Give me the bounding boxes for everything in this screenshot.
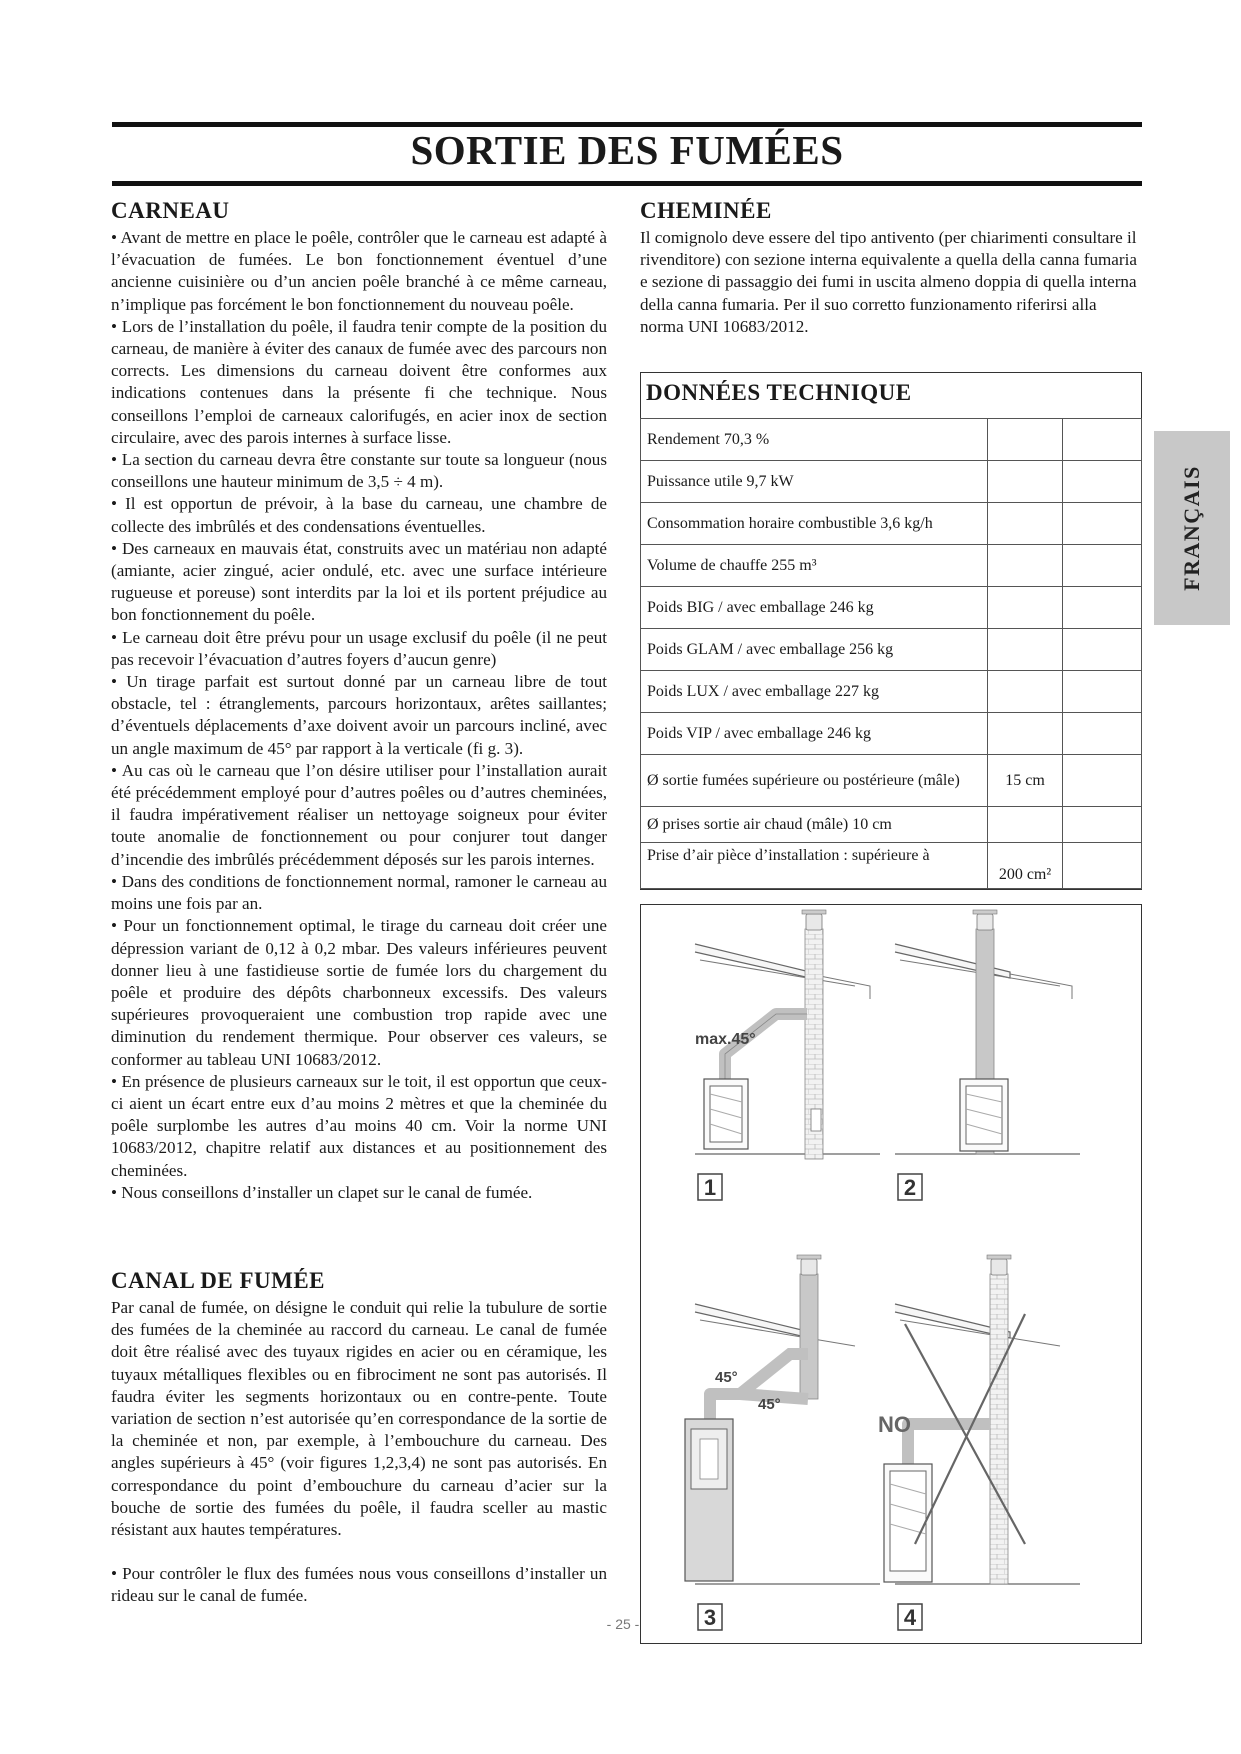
carneau-paragraph: • Des carneaux en mauvais état, construits avec un matériau non adapté (amiante, acier zingué, acier ondulé, etc. avec une surface intérieure rugueuse et poreuse) sont interdits par la loi et ils portent préjudice au bon fonctionnement du poêle. — [111, 538, 607, 625]
figure-2-label: 2 — [903, 1175, 917, 1200]
tech-value — [988, 713, 1063, 755]
canal-text — [111, 1297, 607, 1608]
language-tab[interactable] — [1154, 431, 1230, 625]
cheminee-heading: CHEMINÉE — [640, 198, 772, 223]
tech-value — [988, 807, 1063, 843]
carneau-paragraph: • Dans des conditions de fonctionnement normal, ramoner le carneau au moins une fois par an. — [111, 871, 607, 914]
angle-45-right: 45° — [758, 1396, 781, 1413]
canal-heading: CANAL DE FUMÉE — [111, 1268, 326, 1293]
table-row — [641, 629, 1142, 671]
tech-value — [988, 629, 1063, 671]
tech-label: Prise d’air pièce d’installation : supérieure à — [641, 843, 988, 889]
carneau-paragraph: • Un tirage parfait est surtout donné par un carneau libre de tout obstacle, tel : étranglements, parcours horizontaux, arêtes saillantes; d’éventuels déplacements d’axe doivent avoir un parcours incliné, avec un angle maximum de 45° par rapport à la verticale (fi g. 3). — [111, 672, 607, 758]
tech-label: Ø prises sortie air chaud (mâle) 10 cm — [641, 807, 988, 843]
carneau-paragraph: • Il est opportun de prévoir, à la base du carneau, une chambre de collecte des imbrûlés et des condensations éventuelles. — [111, 494, 607, 536]
tech-value — [988, 503, 1063, 545]
tech-value: 200 cm² — [988, 843, 1063, 889]
carneau-paragraph: • Avant de mettre en place le poêle, contrôler que le carneau est adapté à l’évacuation de fumées. Le bon fonctionnement éventuel d’une ancienne cuisinière ou d’un ancien poêle branché à ce même carneau, n’implique pas forcément le bon fonctionnement du nouveau poêle. — [111, 228, 607, 314]
table-row — [641, 545, 1142, 587]
carneau-paragraph: • En présence de plusieurs carneaux sur le toit, il est opportun que ceux-ci aient un écart entre eux d’au moins 2 mètres et que la cheminée du poêle surplombe les autres d’au moins 40 cm. Voir la norme UNI 10683/2012, chapitre relatif aux distances et au positionnement des cheminées. — [111, 1071, 607, 1180]
max-45-label: max.45° — [695, 1031, 756, 1048]
figure-4 — [878, 1255, 1080, 1630]
angle-45-left: 45° — [715, 1369, 738, 1386]
tech-label: Poids LUX / avec emballage 227 kg — [641, 671, 988, 713]
tech-label: Rendement 70,3 % — [641, 419, 988, 461]
tech-value: 15 cm — [988, 755, 1063, 807]
canal-paragraph: • Pour contrôler le flux des fumées nous vous conseillons d’installer un rideau sur le canal de fumée. — [111, 1564, 607, 1606]
tech-value — [988, 671, 1063, 713]
table-row — [641, 587, 1142, 629]
tech-label: Ø sortie fumées supérieure ou postérieure (mâle) — [641, 755, 988, 807]
tech-label: Consommation horaire combustible 3,6 kg/h — [641, 503, 988, 545]
carneau-paragraph: • Nous conseillons d’installer un clapet sur le canal de fumée. — [111, 1182, 533, 1202]
page-title: SORTIE DES FUMÉES — [410, 127, 844, 173]
carneau-text — [111, 227, 607, 1204]
tech-value — [988, 461, 1063, 503]
carneau-paragraph: • Pour un fonctionnement optimal, le tirage du carneau doit créer une dépression variant de 0,12 à 0,2 mbar. Des valeurs inférieures peuvent donner lieu à une fastidieuse sortie de fumée lors du chargement du poêle et produire des dépôts charbonneux excessifs. Des valeurs supérieures provoqueraient une combustion trop rapide avec une diminution du rendement thermique. Pour observer ces valeurs, se conformer au tableau UNI 10683/2012. — [111, 916, 607, 1069]
page-number: - 25 - — [606, 1616, 640, 1632]
carneau-paragraph: • Le carneau doit être prévu pour un usage exclusif du poêle (il ne peut pas recevoir l’évacuation d’autres foyers d’aucun genre) — [111, 627, 607, 669]
tech-label: Puissance utile 9,7 kW — [641, 461, 988, 503]
carneau-paragraph: • Lors de l’installation du poêle, il faudra tenir compte de la position du carneau, de manière à éviter des canaux de fumée avec des parcours non corrects. Les dimensions du carneau doivent être conformes aux indications contenues dans la présente fi che technique. Nous conseillons l’emploi de carneaux calorifugés, en acier inox de section circulaire, avec des parois internes à surface lisse. — [111, 316, 607, 447]
tech-label: Poids GLAM / avec emballage 256 kg — [641, 629, 988, 671]
table-row — [641, 419, 1142, 461]
tech-value — [988, 545, 1063, 587]
flue-figures — [640, 904, 1142, 1644]
tech-table — [640, 418, 1142, 889]
carneau-paragraph: • Au cas où le carneau que l’on désire utiliser pour l’installation aurait été précédemment employé pour d’autres poêles ou d’autres cheminées, il faudra impérativement réaliser un nettoyage soigneux pour éviter toute anomalie de fonctionnement ou pour conjurer tout danger d’incendie des imbrûlés précédemment déposés sur les parois internes. — [111, 760, 607, 869]
figure-4-label: 4 — [903, 1605, 917, 1630]
cheminee-text: Il comignolo deve essere del tipo antivento (per chiarimenti consultare il rivenditore) con sezione interna equivalente a quella della canna fumaria e sezione di passaggio dei fumi in uscita almeno doppia di quella interna della canna fumaria. Per il suo corretto funzionamento riferirsi alla norma UNI 10683/2012. — [640, 228, 1137, 336]
table-row — [641, 461, 1142, 503]
figure-3-label: 3 — [703, 1605, 717, 1630]
table-row — [641, 755, 1142, 807]
carneau-heading: CARNEAU — [111, 198, 230, 223]
tech-value — [988, 587, 1063, 629]
tech-label: Poids BIG / avec emballage 246 kg — [641, 587, 988, 629]
title-bottom-rule — [112, 181, 1142, 186]
tech-label: Poids VIP / avec emballage 246 kg — [641, 713, 988, 755]
table-row — [641, 807, 1142, 843]
no-label: NO — [878, 1412, 911, 1437]
carneau-paragraph: • La section du carneau devra être constante sur toute sa longueur (nous conseillons une hauteur minimum de 3,5 ÷ 4 m). — [111, 450, 607, 492]
tech-value — [988, 419, 1063, 461]
table-row — [641, 671, 1142, 713]
figure-1 — [640, 904, 880, 1200]
tech-heading: DONNÉES TECHNIQUE — [646, 380, 912, 405]
figure-2 — [895, 910, 1080, 1200]
table-row — [641, 503, 1142, 545]
language-tab-label: FRANÇAIS — [1179, 465, 1204, 591]
tech-label: Volume de chauffe 255 m³ — [641, 545, 988, 587]
canal-paragraph: Par canal de fumée, on désigne le conduit qui relie la tubulure de sortie des fumées de la cheminée au raccord du carneau. Le canal de fumée doit être réalisé avec des tuyaux rigides en acier ou en céramique, les tuyaux métalliques flexibles ou en fibrociment ne sont pas autorisés. Il faudra éviter les segments horizontaux ou en contre-pente. Toute variation de section n’est autorisée qu’en correspondance de la sortie de la cheminée et non, par exemple, à l’embouchure du carneau. Des angles supérieurs à 45° (voir figures 1,2,3,4) ne sont pas autorisés. En correspondance du point d’embouchure du carneau d’acier sur la bouche de sortie des fumées du poêle, il faudra sceller au mastic résistant aux hautes températures. — [111, 1298, 607, 1540]
figure-3 — [685, 1255, 880, 1630]
table-row — [641, 713, 1142, 755]
figure-1-label: 1 — [703, 1175, 717, 1200]
table-row — [641, 843, 1142, 889]
